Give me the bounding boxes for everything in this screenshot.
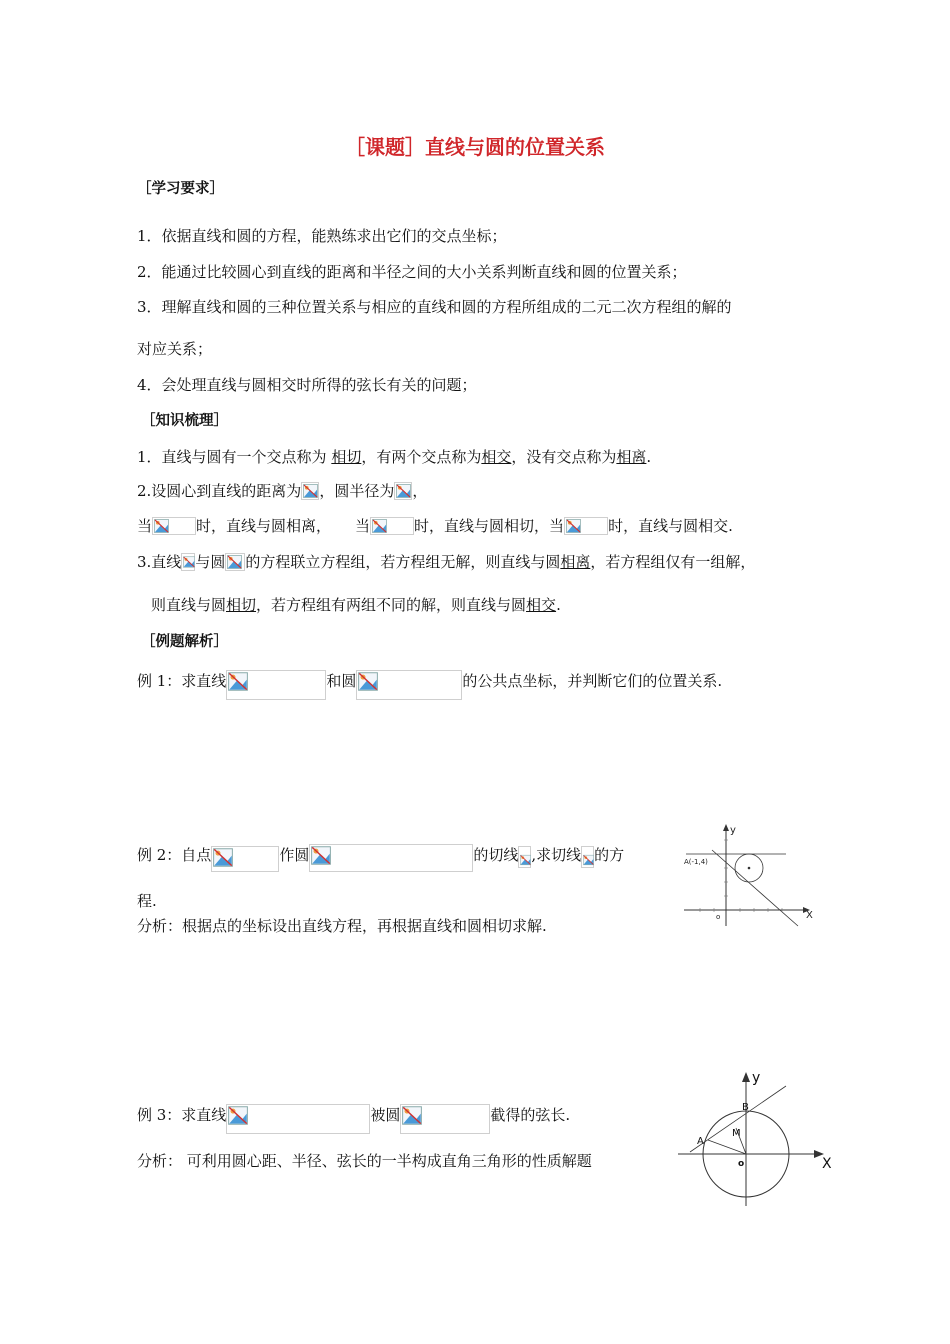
text: 3.直线 [137, 553, 182, 571]
y-axis-arrow [742, 1072, 750, 1082]
point-a-label: A [697, 1136, 704, 1147]
text: 的公共点坐标，并判断它们的位置关系. [462, 672, 723, 690]
example-1 [137, 670, 722, 700]
formula-image-line [181, 553, 195, 571]
knowledge-2 [137, 481, 427, 501]
answer-separate: 相离 [616, 448, 647, 466]
text: . [646, 448, 652, 466]
text: 例 2：自点 [137, 846, 212, 864]
text: ，有两个交点称为 [361, 448, 482, 466]
text: 则直线与圆 [151, 596, 227, 614]
formula-image-ex2-l2 [581, 846, 594, 868]
requirement-4: 4．会处理直线与圆相交时所得的弦长有关的问题； [137, 376, 477, 394]
formula-image-d-gt-r [152, 517, 196, 535]
broken-image-icon [520, 853, 531, 867]
broken-image-icon [402, 1106, 422, 1125]
figure-tangent-diagram [678, 822, 818, 932]
broken-image-icon [396, 484, 411, 498]
text: ,求切线 [531, 846, 582, 864]
broken-image-icon [566, 519, 581, 533]
text: 与圆 [195, 553, 226, 571]
broken-image-icon [311, 846, 331, 865]
requirement-3-line2: 对应关系； [137, 340, 213, 358]
figure-chord-diagram [676, 1068, 840, 1210]
text: 当 [355, 517, 371, 535]
broken-image-icon [227, 555, 242, 569]
formula-image-ex2-point [211, 846, 279, 872]
broken-image-icon [154, 519, 169, 533]
formula-image-ex1-circle [356, 670, 462, 700]
knowledge-1 [137, 447, 651, 467]
example-2 [137, 844, 624, 872]
example-2-analysis: 分析：根据点的坐标设出直线方程，再根据直线和圆相切求解. [137, 917, 547, 935]
text: 和圆 [326, 672, 357, 690]
broken-image-icon [303, 484, 318, 498]
text: ，若方程组仅有一组解， [590, 553, 756, 571]
circle-center [748, 867, 751, 870]
text: ，若方程组有两组不同的解，则直线与圆 [256, 596, 527, 614]
x-label: X [822, 1156, 832, 1172]
x-label: X [806, 910, 813, 921]
requirement-2: 2．能通过比较圆心到直线的距离和半径之间的大小关系判断直线和圆的位置关系； [137, 263, 687, 281]
text: 截得的弦长. [490, 1106, 571, 1124]
example-3 [137, 1104, 570, 1134]
formula-image-d [301, 482, 319, 500]
formula-image-r [394, 482, 412, 500]
radius-oa [708, 1140, 746, 1154]
knowledge-3 [137, 552, 755, 572]
text: 2.设圆心到直线的距离为 [137, 482, 302, 500]
formula-image-d-eq-r [370, 517, 414, 535]
formula-image-ex3-circle [400, 1104, 490, 1134]
text: ， [412, 482, 428, 500]
formula-image-ex2-circle [309, 844, 473, 872]
point-m-label: M [732, 1128, 741, 1139]
broken-image-icon [228, 1106, 248, 1125]
section-heading-requirements: ［学习要求］ [137, 181, 224, 197]
knowledge-3b [151, 595, 561, 615]
text: 的方程联立方程组，若方程组无解，则直线与圆 [245, 553, 561, 571]
answer-tangent: 相切 [331, 448, 362, 466]
example-2-end: 程. [137, 892, 157, 910]
text: ，没有交点称为 [511, 448, 617, 466]
section-heading-examples: ［例题解析］ [141, 634, 228, 650]
text: 的方 [594, 846, 625, 864]
answer-separate: 相离 [560, 553, 591, 571]
answer-intersect: 相交 [481, 448, 512, 466]
text: 的切线 [473, 846, 519, 864]
formula-image-circle [225, 553, 245, 571]
text: ，圆半径为 [319, 482, 395, 500]
text: 被圆 [370, 1106, 401, 1124]
answer-intersect: 相交 [526, 596, 557, 614]
broken-image-icon [183, 555, 195, 569]
section-heading-knowledge: ［知识梳理］ [141, 413, 228, 429]
text: 时，直线与圆相切，当 [414, 517, 565, 535]
origin-label: o [738, 1159, 745, 1169]
text: 时，直线与圆相离， [196, 517, 332, 535]
text: 例 3：求直线 [137, 1106, 227, 1124]
point-a-label: A(-1,4) [684, 858, 708, 866]
broken-image-icon [213, 848, 233, 867]
origin-label: o [716, 913, 721, 921]
requirement-3-line1: 3．理解直线和圆的三种位置关系与相应的直线和圆的方程所组成的二元二次方程组的解的 [137, 298, 732, 316]
text: 作圆 [279, 846, 310, 864]
broken-image-icon [372, 519, 387, 533]
text: 例 1：求直线 [137, 672, 227, 690]
broken-image-icon [583, 853, 594, 867]
text: 1．直线与圆有一个交点称为 [137, 448, 332, 466]
tangent-line-oblique [712, 850, 798, 926]
formula-image-ex3-line [226, 1104, 370, 1134]
formula-image-ex2-l1 [518, 846, 531, 868]
requirement-1: 1．依据直线和圆的方程，能熟练求出它们的交点坐标； [137, 227, 507, 245]
example-3-analysis: 分析： 可利用圆心距、半径、弦长的一半构成直角三角形的性质解题 [137, 1152, 592, 1170]
point-b-label: B [742, 1102, 749, 1113]
page-title: ［课题］直线与圆的位置关系 [345, 135, 605, 159]
answer-tangent: 相切 [226, 596, 257, 614]
text: 时，直线与圆相交. [608, 517, 733, 535]
y-axis-arrow [723, 824, 729, 831]
knowledge-2b [137, 516, 733, 536]
text: 当 [137, 517, 153, 535]
formula-image-d-lt-r [564, 517, 608, 535]
y-label: y [730, 825, 736, 836]
broken-image-icon [358, 672, 378, 691]
broken-image-icon [228, 672, 248, 691]
text: . [556, 596, 561, 614]
y-label: y [752, 1070, 761, 1086]
formula-image-ex1-line [226, 670, 326, 700]
